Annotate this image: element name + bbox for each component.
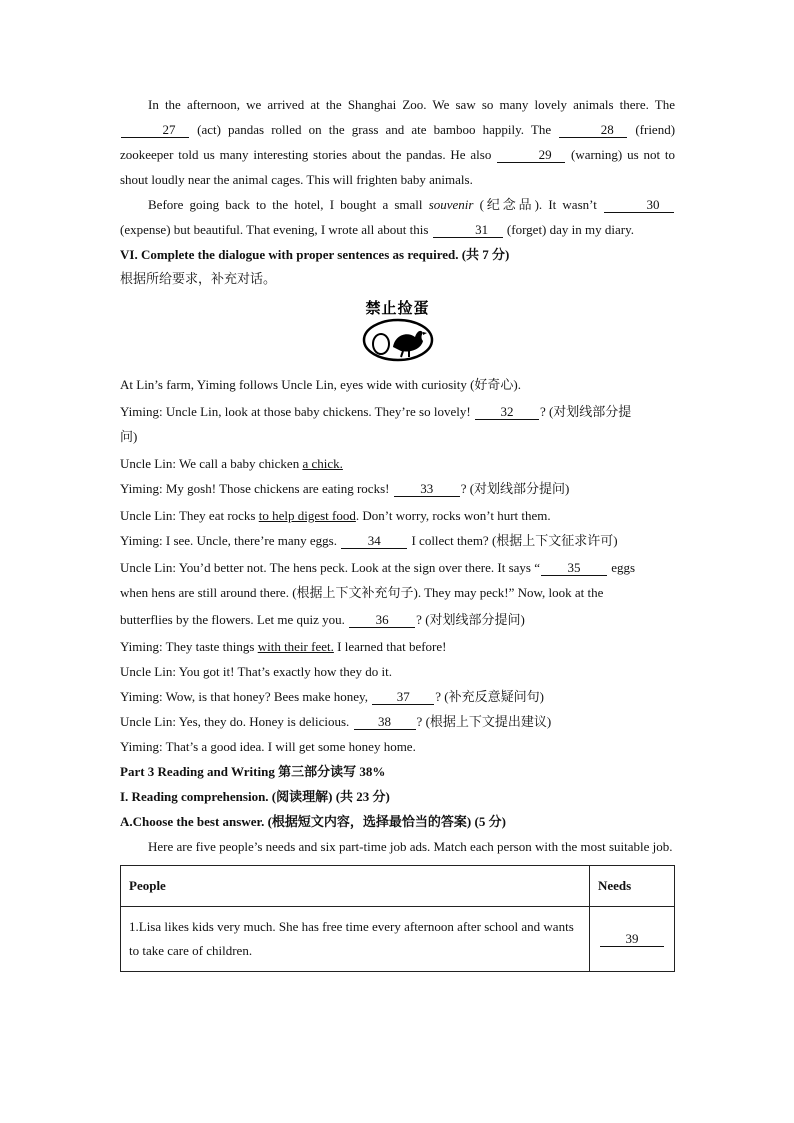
text: Uncle Lin: We call a baby chicken — [120, 456, 300, 471]
sign-title: 禁止捡蛋 — [365, 299, 430, 317]
worksheet-page — [120, 92, 675, 972]
dialogue-line-4 — [120, 503, 675, 528]
text: Yiming: Uncle Lin, look at those baby chickens. They’re so lovely! — [120, 404, 471, 419]
person-description: 1.Lisa likes kids very much. She has free time every afternoon after school and wants to take care of children. — [121, 907, 590, 972]
answer-cell — [590, 907, 675, 972]
answer-blank-35[interactable]: 35 — [541, 561, 607, 576]
answer-blank-30[interactable]: 30 — [604, 198, 674, 213]
dialogue-line-6-cont: when hens are still around there. (根据上下文补充句子). They may peck!” Now, look at the — [120, 585, 604, 600]
text: ? (对划线部分提问) — [460, 481, 570, 496]
text: Before going back to the hotel, I bought a small — [148, 197, 423, 212]
text: Yiming: My gosh! Those chickens are eating rocks! — [120, 481, 390, 496]
text: zookeeper told us many interesting stories about the pandas. He also — [120, 147, 492, 162]
answer-blank-27[interactable]: 27 — [121, 123, 189, 138]
italic-word: souvenir — [428, 197, 474, 212]
text: Yiming: Wow, is that honey? Bees make honey, — [120, 689, 368, 704]
text: Yiming: I see. Uncle, there’re many eggs. — [120, 533, 337, 548]
column-header-needs: Needs — [590, 866, 675, 907]
answer-blank-29[interactable]: 29 — [497, 148, 565, 163]
text: Yiming: They taste things — [120, 639, 255, 654]
text: ? (对划线部分提问) — [416, 612, 525, 627]
answer-blank-39[interactable]: 39 — [600, 932, 664, 947]
passage-paragraph-1 — [120, 92, 675, 192]
table-header-row — [121, 866, 675, 907]
underlined-text: a chick. — [302, 456, 343, 471]
text: butterflies by the flowers. Let me quiz you. — [120, 612, 345, 627]
dialogue-line-11: Yiming: That’s a good idea. I will get some honey home. — [120, 739, 416, 754]
answer-blank-33[interactable]: 33 — [394, 482, 460, 497]
answer-blank-37[interactable]: 37 — [372, 690, 434, 705]
dialogue-line-6-cont-2 — [120, 607, 675, 632]
dialogue-line-2 — [120, 451, 675, 476]
dialogue-line-7 — [120, 634, 675, 659]
hen-and-egg-icon — [359, 317, 437, 363]
answer-blank-28[interactable]: 28 — [559, 123, 627, 138]
text: ? (根据上下文提出建议) — [416, 714, 552, 729]
dialogue-line-9 — [120, 684, 675, 709]
dialogue-line-3 — [120, 476, 675, 501]
dialogue-line-10 — [120, 709, 675, 734]
text: (warning) us not — [570, 147, 661, 162]
answer-blank-34[interactable]: 34 — [341, 534, 407, 549]
reading-comprehension-heading: I. Reading comprehension. (阅读理解) (共 23 分) — [120, 789, 390, 804]
text: (act) pandas rolled on the grass and ate bamboo happily. The — [197, 122, 552, 137]
text: eggs — [611, 560, 636, 575]
no-egg-picking-sign — [120, 292, 675, 372]
text: I learned that before! — [337, 639, 447, 654]
section-6-instruction: 根据所给要求，补充对话。 — [120, 272, 277, 287]
text: . Don’t worry, rocks won’t hurt them. — [355, 508, 551, 523]
dialogue-line-8: Uncle Lin: You got it! That’s exactly how they do it. — [120, 664, 393, 679]
text: Uncle Lin: Yes, they do. Honey is delicious. — [120, 714, 350, 729]
text: (forget) day in my diary. — [506, 222, 634, 237]
answer-blank-38[interactable]: 38 — [354, 715, 416, 730]
answer-blank-36[interactable]: 36 — [349, 613, 415, 628]
dialogue-line-5 — [120, 528, 675, 553]
text: (friend) — [635, 122, 676, 137]
answer-blank-31[interactable]: 31 — [433, 223, 503, 238]
matching-table — [120, 865, 675, 972]
text: to shout loudly near the animal cages. This will frighten baby animals. — [120, 147, 676, 187]
text: ? (补充反意疑问句) — [435, 689, 544, 704]
section-a-heading: A.Choose the best answer. (根据短文内容，选择最恰当的答案) (5 分) — [120, 814, 506, 829]
section-6-heading: VI. Complete the dialogue with proper sentences as required. (共 7 分) — [120, 247, 510, 262]
part-3-heading: Part 3 Reading and Writing 第三部分读写 38% — [120, 764, 386, 779]
answer-blank-32[interactable]: 32 — [475, 405, 539, 420]
text: (纪念品). It wasn’t — [479, 197, 597, 212]
section-a-intro: Here are five people’s needs and six part-time job ads. Match each person with the most suitable job. — [148, 839, 673, 854]
underlined-text: to help digest food — [258, 508, 356, 523]
text: Uncle Lin: You’d better not. The hens peck. Look at the sign over there. It says “ — [120, 560, 540, 575]
dialogue-line-6 — [120, 555, 675, 580]
text: Uncle Lin: They eat rocks — [120, 508, 256, 523]
dialogue-line-1-cont: 问) — [120, 429, 138, 444]
column-header-people: People — [121, 866, 590, 907]
text: ? (对划线部分提 — [539, 404, 632, 419]
dialogue-line-1 — [120, 399, 675, 424]
table-row — [121, 907, 675, 972]
text: In the afternoon, we arrived at the Shanghai Zoo. We saw so many lovely animals there. The — [148, 97, 675, 112]
passage-paragraph-2 — [120, 192, 675, 242]
text: (expense) but beautiful. That evening, I wrote all about this — [120, 222, 429, 237]
underlined-text: with their feet. — [257, 639, 334, 654]
text: I collect them? (根据上下文征求许可) — [411, 533, 618, 548]
dialogue-intro: At Lin’s farm, Yiming follows Uncle Lin, eyes wide with curiosity (好奇心). — [120, 377, 522, 392]
